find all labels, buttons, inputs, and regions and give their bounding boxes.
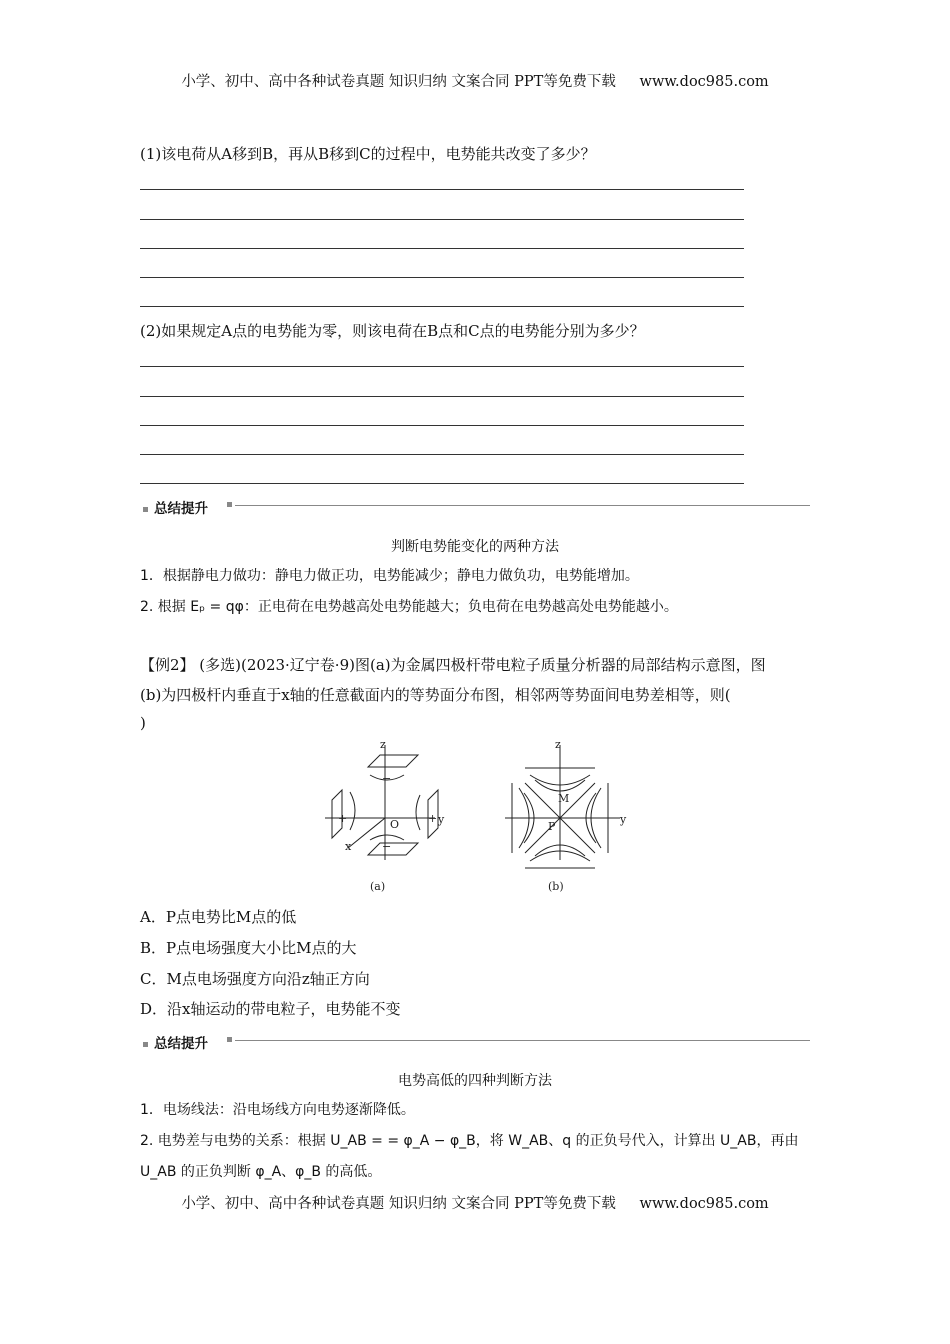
answer-line	[140, 306, 744, 307]
option-a: A．P点电势比M点的低	[140, 908, 297, 926]
option-b: B．P点电场强度大小比M点的大	[140, 939, 357, 957]
example-stem: (b)为四极杆内垂直于x轴的任意截面内的等势面分布图，相邻两等势面间电势差相等，则(	[140, 686, 731, 704]
example-stem: )	[140, 714, 146, 732]
answer-line	[140, 219, 744, 220]
summary-bar	[143, 497, 810, 517]
question-2: (2)如果规定A点的电势能为零，则该电荷在B点和C点的电势能分别为多少？	[140, 322, 645, 340]
figure-b	[505, 740, 627, 893]
svg-text:P: P	[548, 820, 556, 833]
figure-a	[325, 740, 445, 893]
question-1: (1)该电荷从A移到B，再从B移到C的过程中，电势能共改变了多少？	[140, 145, 596, 163]
answer-line	[140, 248, 744, 249]
svg-text:−: −	[382, 772, 392, 785]
svg-text:O: O	[390, 818, 400, 831]
svg-text:y: y	[438, 813, 445, 826]
summary-bar	[143, 1032, 810, 1052]
answer-line	[140, 277, 744, 278]
option-c: C．M点电场强度方向沿z轴正方向	[140, 970, 370, 988]
figure-quadrupole	[320, 740, 640, 895]
summary-item: U_AB 的正负判断 φ_A、φ_B 的高低。	[140, 1164, 382, 1180]
page-header: 小学、初中、高中各种试卷真题 知识归纳 文案合同 PPT等免费下载 www.doc985.com	[181, 74, 769, 90]
summary-label: 总结提升	[154, 501, 208, 517]
svg-text:+: +	[338, 812, 348, 825]
svg-text:(b): (b)	[548, 880, 564, 893]
page-footer: 小学、初中、高中各种试卷真题 知识归纳 文案合同 PPT等免费下载 www.doc985.com	[181, 1196, 769, 1212]
svg-text:z: z	[555, 740, 561, 751]
answer-line	[140, 396, 744, 397]
svg-text:−: −	[382, 840, 392, 853]
svg-text:+: +	[428, 812, 438, 825]
answer-line	[140, 425, 744, 426]
summary-item: 2. 根据 Eₚ = qφ：正电荷在电势越高处电势能越大；负电荷在电势越高处电势能越小。	[140, 599, 678, 615]
answer-line	[140, 366, 744, 367]
summary-item: 1．电场线法：沿电场线方向电势逐渐降低。	[140, 1102, 415, 1118]
option-d: D．沿x轴运动的带电粒子，电势能不变	[140, 1000, 401, 1018]
answer-line	[140, 454, 744, 455]
summary-item: 2. 电势差与电势的关系：根据 U_AB = = φ_A − φ_B，将 W_AB、q 的正负号代入，计算出 U_AB，再由	[140, 1133, 799, 1149]
svg-text:z: z	[380, 740, 386, 751]
svg-text:M: M	[558, 792, 570, 805]
svg-text:y: y	[620, 813, 627, 826]
answer-line	[140, 483, 744, 484]
summary-label: 总结提升	[154, 1036, 208, 1052]
summary-title: 电势高低的四种判断方法	[398, 1073, 552, 1089]
example-stem: 【例2】 (多选)(2023·辽宁卷·9)图(a)为金属四极杆带电粒子质量分析器的局部结构示意图，图	[140, 656, 766, 674]
svg-text:x: x	[345, 840, 352, 853]
answer-line	[140, 189, 744, 190]
summary-item: 1．根据静电力做功：静电力做正功，电势能减少；静电力做负功，电势能增加。	[140, 568, 639, 584]
summary-title: 判断电势能变化的两种方法	[391, 539, 559, 555]
svg-text:(a): (a)	[370, 880, 386, 893]
